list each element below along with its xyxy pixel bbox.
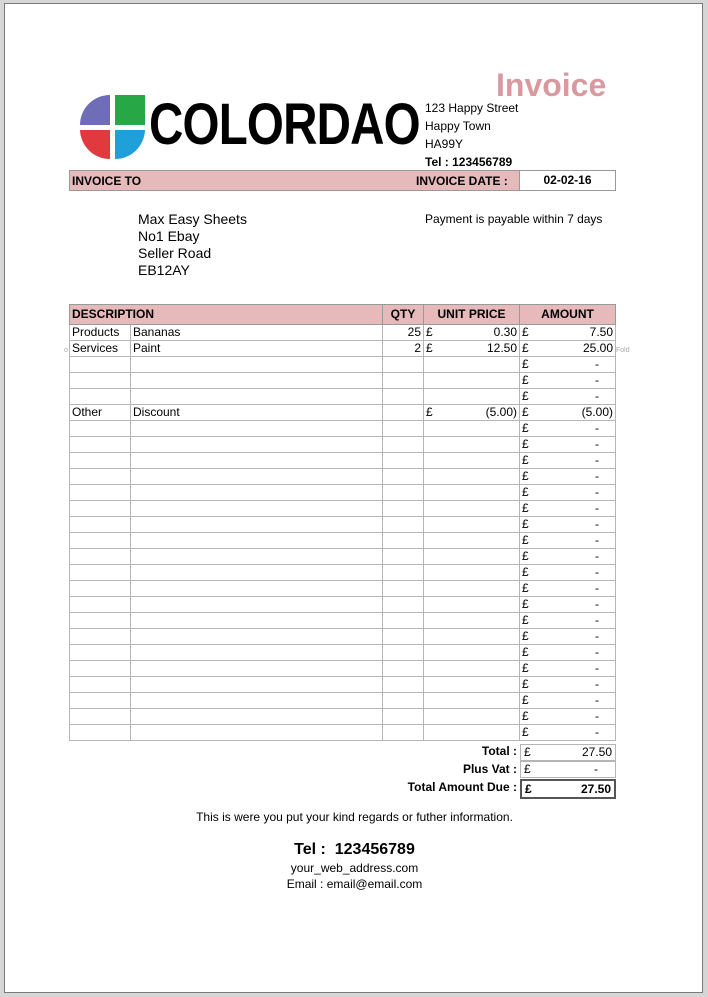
currency-symbol: £ — [522, 501, 529, 515]
amount-value: - — [595, 645, 599, 659]
row-item — [131, 725, 383, 741]
row-category — [70, 597, 131, 613]
bill-to-address — [138, 211, 247, 279]
amount-value: - — [595, 533, 599, 547]
row-item — [131, 677, 383, 693]
row-unit-price — [424, 597, 520, 613]
row-amount — [520, 373, 616, 389]
currency-symbol: £ — [522, 677, 529, 691]
table-row — [70, 725, 616, 741]
row-category — [70, 677, 131, 693]
table-row — [70, 405, 616, 421]
invoice-date-value: 02-02-16 — [519, 170, 616, 191]
currency-symbol: £ — [522, 725, 529, 739]
row-item — [131, 501, 383, 517]
row-unit-price — [424, 613, 520, 629]
row-amount — [520, 325, 616, 341]
amount-value: - — [595, 357, 599, 371]
row-item — [131, 373, 383, 389]
row-unit-price — [424, 341, 520, 357]
row-qty — [383, 485, 424, 501]
row-category — [70, 421, 131, 437]
amount-value: - — [595, 437, 599, 451]
row-unit-price — [424, 565, 520, 581]
table-row — [70, 357, 616, 373]
footer-message: This is were you put your kind regards or futher information. — [196, 810, 513, 824]
row-item — [131, 517, 383, 533]
row-category — [70, 661, 131, 677]
row-unit-price — [424, 485, 520, 501]
company-logo-icon — [80, 95, 146, 159]
currency-symbol: £ — [522, 389, 529, 403]
table-row — [70, 597, 616, 613]
address-line: HA99Y — [425, 137, 464, 151]
invoice-to-label: INVOICE TO — [72, 174, 142, 188]
currency-symbol: £ — [524, 762, 531, 776]
page-title: Invoice — [496, 67, 607, 103]
row-amount — [520, 485, 616, 501]
bill-to-line: EB12AY — [138, 262, 190, 278]
currency-symbol: £ — [522, 613, 529, 627]
row-unit-price — [424, 453, 520, 469]
table-row — [70, 469, 616, 485]
row-unit-price — [424, 677, 520, 693]
row-qty: 2 — [383, 341, 424, 357]
table-row — [70, 437, 616, 453]
table-row — [70, 661, 616, 677]
table-row — [70, 325, 616, 341]
row-category — [70, 613, 131, 629]
table-row — [70, 613, 616, 629]
row-item: Discount — [131, 405, 383, 421]
currency-symbol: £ — [522, 325, 529, 339]
table-row — [70, 421, 616, 437]
table-row — [70, 373, 616, 389]
table-row — [70, 485, 616, 501]
tel-value: 123456789 — [452, 155, 513, 169]
currency-symbol: £ — [522, 469, 529, 483]
row-amount — [520, 645, 616, 661]
row-category — [70, 645, 131, 661]
row-qty — [383, 357, 424, 373]
row-category: Services — [70, 341, 131, 357]
row-category — [70, 373, 131, 389]
row-qty — [383, 709, 424, 725]
currency-symbol: £ — [522, 709, 529, 723]
row-amount — [520, 501, 616, 517]
row-category — [70, 629, 131, 645]
row-category — [70, 389, 131, 405]
row-qty — [383, 661, 424, 677]
vat-label: Plus Vat : — [462, 762, 517, 776]
row-category — [70, 725, 131, 741]
row-amount — [520, 565, 616, 581]
row-qty — [383, 677, 424, 693]
row-amount — [520, 629, 616, 645]
table-row — [70, 533, 616, 549]
currency-symbol: £ — [426, 341, 433, 355]
row-unit-price — [424, 549, 520, 565]
row-item: Bananas — [131, 325, 383, 341]
row-category — [70, 501, 131, 517]
currency-symbol: £ — [522, 405, 529, 419]
table-row — [70, 565, 616, 581]
row-item — [131, 357, 383, 373]
amount-value: - — [595, 501, 599, 515]
total-label: Total : — [481, 744, 517, 758]
row-amount — [520, 453, 616, 469]
amount-value: - — [595, 549, 599, 563]
vat-value: - — [594, 762, 598, 776]
row-item — [131, 693, 383, 709]
table-row — [70, 389, 616, 405]
currency-symbol: £ — [522, 533, 529, 547]
fold-mark-left: o — [64, 347, 68, 354]
row-unit-price — [424, 405, 520, 421]
currency-symbol: £ — [522, 693, 529, 707]
row-category — [70, 709, 131, 725]
row-amount — [520, 341, 616, 357]
footer-email-label: Email : — [286, 877, 324, 891]
row-category — [70, 533, 131, 549]
row-qty — [383, 437, 424, 453]
table-row — [70, 341, 616, 357]
total-value-box — [520, 744, 616, 761]
row-unit-price — [424, 517, 520, 533]
invoice-date-label: INVOICE DATE : — [416, 174, 508, 188]
row-unit-price — [424, 709, 520, 725]
table-row — [70, 645, 616, 661]
table-row — [70, 677, 616, 693]
amount-value: - — [595, 709, 599, 723]
currency-symbol: £ — [426, 325, 433, 339]
table-row — [70, 517, 616, 533]
header-unit-price: UNIT PRICE — [424, 305, 520, 325]
amount-value: 25.00 — [582, 341, 613, 355]
amount-value: - — [595, 613, 599, 627]
amount-value: - — [595, 373, 599, 387]
row-category — [70, 693, 131, 709]
row-qty — [383, 389, 424, 405]
amount-value: - — [595, 517, 599, 531]
row-item — [131, 581, 383, 597]
currency-symbol: £ — [524, 745, 531, 759]
row-unit-price — [424, 421, 520, 437]
row-category — [70, 565, 131, 581]
row-item — [131, 629, 383, 645]
row-unit-price — [424, 389, 520, 405]
row-item: Paint — [131, 341, 383, 357]
currency-symbol: £ — [522, 357, 529, 371]
row-item — [131, 485, 383, 501]
row-item — [131, 597, 383, 613]
currency-symbol: £ — [522, 421, 529, 435]
row-item — [131, 533, 383, 549]
row-item — [131, 613, 383, 629]
amount-value: - — [595, 581, 599, 595]
bill-to-line: Seller Road — [138, 245, 212, 261]
bill-to-line: Max Easy Sheets — [138, 211, 247, 227]
footer-email — [5, 877, 704, 891]
row-item — [131, 549, 383, 565]
company-tel — [425, 153, 518, 171]
row-category — [70, 437, 131, 453]
row-qty — [383, 565, 424, 581]
row-unit-price — [424, 533, 520, 549]
row-category: Products — [70, 325, 131, 341]
currency-symbol: £ — [522, 341, 529, 355]
amount-value: - — [595, 693, 599, 707]
row-amount — [520, 693, 616, 709]
row-unit-price — [424, 629, 520, 645]
unit-price-value: 12.50 — [486, 341, 517, 355]
row-amount — [520, 597, 616, 613]
row-unit-price — [424, 581, 520, 597]
footer-email-value[interactable]: email@email.com — [326, 877, 423, 891]
header-amount: AMOUNT — [520, 305, 616, 325]
row-category — [70, 517, 131, 533]
row-amount — [520, 581, 616, 597]
row-item — [131, 661, 383, 677]
company-address — [425, 99, 518, 171]
row-qty — [383, 581, 424, 597]
row-amount — [520, 517, 616, 533]
row-qty — [383, 725, 424, 741]
row-qty — [383, 549, 424, 565]
row-qty — [383, 421, 424, 437]
row-qty — [383, 373, 424, 389]
row-unit-price — [424, 437, 520, 453]
row-amount — [520, 469, 616, 485]
row-amount — [520, 405, 616, 421]
row-unit-price — [424, 325, 520, 341]
row-qty — [383, 693, 424, 709]
total-due-label: Total Amount Due : — [407, 780, 517, 794]
row-item — [131, 645, 383, 661]
table-row — [70, 581, 616, 597]
currency-symbol: £ — [522, 629, 529, 643]
table-row — [70, 629, 616, 645]
table-row — [70, 549, 616, 565]
currency-symbol: £ — [522, 549, 529, 563]
row-item — [131, 709, 383, 725]
row-item — [131, 421, 383, 437]
row-amount — [520, 437, 616, 453]
row-unit-price — [424, 373, 520, 389]
currency-symbol: £ — [522, 661, 529, 675]
row-amount — [520, 725, 616, 741]
amount-value: - — [595, 485, 599, 499]
row-category — [70, 469, 131, 485]
row-item — [131, 469, 383, 485]
row-qty: 25 — [383, 325, 424, 341]
row-unit-price — [424, 693, 520, 709]
row-unit-price — [424, 661, 520, 677]
address-line: 123 Happy Street — [425, 101, 519, 115]
currency-symbol: £ — [522, 485, 529, 499]
amount-value: - — [595, 725, 599, 739]
row-category — [70, 485, 131, 501]
row-amount — [520, 661, 616, 677]
currency-symbol: £ — [522, 373, 529, 387]
row-category: Other — [70, 405, 131, 421]
unit-price-value: (5.00) — [485, 405, 517, 419]
row-amount — [520, 389, 616, 405]
currency-symbol: £ — [522, 645, 529, 659]
line-items-table — [69, 304, 616, 741]
row-qty — [383, 453, 424, 469]
total-due-value: 27.50 — [580, 782, 611, 796]
unit-price-value: 0.30 — [493, 325, 517, 339]
currency-symbol: £ — [426, 405, 433, 419]
table-row — [70, 453, 616, 469]
footer-tel-label: Tel : — [294, 841, 326, 858]
tel-label: Tel : — [425, 155, 449, 169]
row-category — [70, 357, 131, 373]
row-qty — [383, 469, 424, 485]
footer-tel-value: 123456789 — [334, 841, 415, 858]
row-qty — [383, 613, 424, 629]
invoice-page — [4, 3, 703, 993]
currency-symbol: £ — [522, 565, 529, 579]
fold-mark-right: Fold — [616, 347, 630, 354]
row-amount — [520, 709, 616, 725]
row-unit-price — [424, 357, 520, 373]
amount-value: - — [595, 597, 599, 611]
row-unit-price — [424, 501, 520, 517]
bill-to-line: No1 Ebay — [138, 228, 200, 244]
total-due-box — [520, 779, 616, 799]
row-amount — [520, 421, 616, 437]
header-qty: QTY — [383, 305, 424, 325]
currency-symbol: £ — [525, 782, 532, 796]
row-qty — [383, 517, 424, 533]
row-amount — [520, 677, 616, 693]
payment-terms: Payment is payable within 7 days — [425, 212, 603, 226]
company-name: COLORDAO — [149, 92, 420, 157]
table-header-row — [70, 305, 616, 325]
table-row — [70, 693, 616, 709]
amount-value: - — [595, 453, 599, 467]
amount-value: - — [595, 469, 599, 483]
row-unit-price — [424, 469, 520, 485]
currency-symbol: £ — [522, 437, 529, 451]
row-category — [70, 581, 131, 597]
currency-symbol: £ — [522, 581, 529, 595]
amount-value: - — [595, 677, 599, 691]
amount-value: (5.00) — [581, 405, 613, 419]
row-category — [70, 453, 131, 469]
amount-value: - — [595, 421, 599, 435]
row-unit-price — [424, 725, 520, 741]
row-item — [131, 453, 383, 469]
currency-symbol: £ — [522, 597, 529, 611]
table-row — [70, 709, 616, 725]
total-value: 27.50 — [581, 745, 612, 759]
row-amount — [520, 549, 616, 565]
amount-value: - — [595, 629, 599, 643]
footer-web[interactable]: your_web_address.com — [290, 861, 419, 875]
currency-symbol: £ — [522, 453, 529, 467]
row-category — [70, 549, 131, 565]
vat-value-box — [520, 761, 616, 778]
table-row — [70, 501, 616, 517]
row-item — [131, 565, 383, 581]
row-qty — [383, 645, 424, 661]
address-line: Happy Town — [425, 119, 491, 133]
row-item — [131, 437, 383, 453]
amount-value: - — [595, 565, 599, 579]
row-qty — [383, 501, 424, 517]
row-qty — [383, 405, 424, 421]
row-qty — [383, 629, 424, 645]
amount-value: - — [595, 389, 599, 403]
footer-tel — [5, 841, 704, 859]
row-amount — [520, 613, 616, 629]
row-unit-price — [424, 645, 520, 661]
row-item — [131, 389, 383, 405]
currency-symbol: £ — [522, 517, 529, 531]
header-description: DESCRIPTION — [70, 305, 383, 325]
amount-value: 7.50 — [589, 325, 613, 339]
row-qty — [383, 597, 424, 613]
row-amount — [520, 357, 616, 373]
row-amount — [520, 533, 616, 549]
row-qty — [383, 533, 424, 549]
amount-value: - — [595, 661, 599, 675]
